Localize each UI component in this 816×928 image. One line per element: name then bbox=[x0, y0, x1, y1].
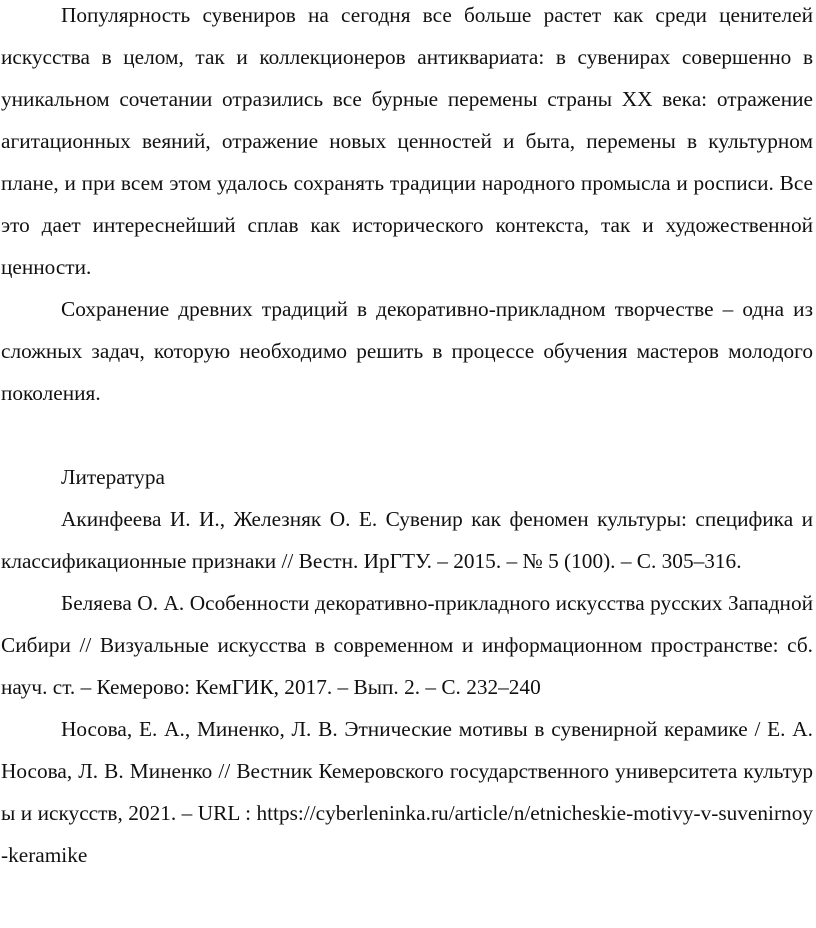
body-paragraph-2: Сохранение древних традиций в декоративно-прикладном творчестве – одна из сложных задач, которую необходимо решить в процессе обучения мастеров молодого поколения. bbox=[1, 297, 813, 405]
body-paragraph-1: Популярность сувениров на сегодня все больше растет как среди ценителей искусства в целом, так и коллекционеров антиквариата: в сувенирах совершенно в уникальном сочетании отразились все бурные перемены страны XX века: отражение агитационных веяний, отражение новых ценностей и быта, перемены в культурном плане, и при всем этом удалось сохранять традиции народного промысла и росписи. Все это дает интереснейший сплав как исторического контекста, так и художественной ценности. bbox=[1, 3, 813, 279]
reference-item-2: Беляева О. А. Особенности декоративно-прикладного искусства русских Западной Сибири // Визуальные искусства в современном и информационном пространстве: сб. науч. ст. – Кемерово: КемГИК, 2017. – Вып. 2. – С. 232–240 bbox=[1, 591, 813, 699]
reference-item-1: Акинфеева И. И., Железняк О. Е. Сувенир как феномен культуры: специфика и классификационные признаки // Вестн. ИрГТУ. – 2015. – № 5 (100). – С. 305–316. bbox=[1, 507, 813, 573]
references-heading: Литература bbox=[61, 465, 165, 489]
reference-item-3: Носова, Е. А., Миненко, Л. В. Этнические мотивы в сувенирной керамике / Е. А. Носова, Л. В. Миненко // Вестник Кемеровского государственного университета культуры и искусств, 2021. – URL : https://cyberleninka.ru/article/n/etnicheskie-motivy-v-suvenirnoy-keramike bbox=[1, 717, 813, 867]
section-spacer bbox=[1, 414, 813, 456]
